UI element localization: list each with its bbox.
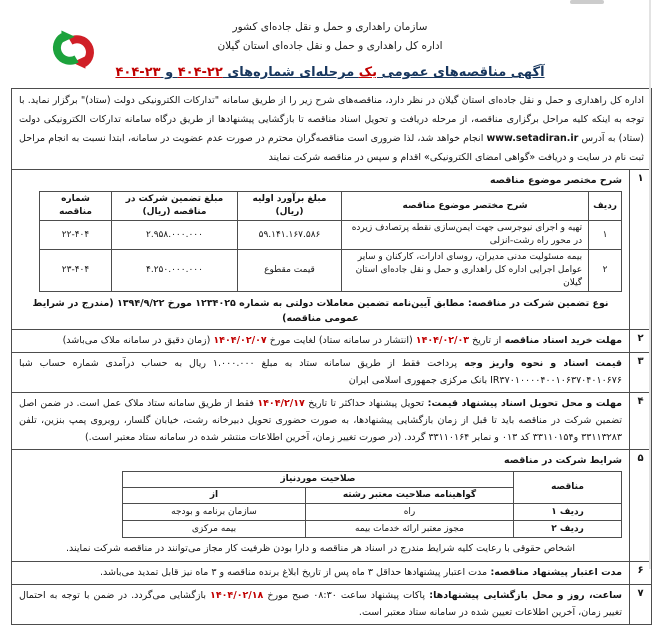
section-6-text: مدت اعتبار پیشنهاد مناقصه: مدت اعتبار پیشنهادها حداقل ۳ ماه پس از تاریخ ابلاغ برنده مناقصه و ۳ ماه نیز قابل تمدید می‌باشد.	[99, 567, 622, 578]
org-name-province: اداره کل راهداری و حمل و نقل جاده‌ای استان گیلان	[217, 40, 443, 52]
col-description: شرح مختصر موضوع مناقصه	[342, 192, 589, 221]
section-number: ۲	[629, 330, 651, 352]
intro-paragraph: اداره کل راهداری و حمل و نقل جاده‌ای استان گیلان در نظر دارد، مناقصه‌های شرح زیر را از طریق سامانه "تدارکات الکترونیکی دولت (ستاد)" برگزار نماید. با توجه به اینکه کلیه مراحل برگزاری مناقصه، از مرحله دریافت و تحویل اسناد مناقصه تا بازگشایی پیشنهادها از طریق درگاه سامانه تدارکات الکترونیکی دولت (ستاد) به آدرس www.setadiran.ir انجام خواهد شد، لذا ضروری است مناقصه‌گران محترم در صورت عدم عضویت در سامانه، ابتدا نسبت به انجام مراحل ثبت نام در سایت و دریافت «گواهی امضای الکترونیکی» اقدام و سپس در مناقصه شرکت نمایند	[11, 88, 652, 170]
tender-estimate: قیمت مقطوع	[238, 250, 342, 292]
table-row	[40, 221, 622, 250]
qualification-tender: ردیف ۱	[514, 504, 622, 521]
guarantee-type-note: نوع تضمین شرکت در مناقصه: مطابق آیین‌نامه تضمین معاملات دولتی به شماره ۱۲۳۴۰۲۵ مورخ ۱۳۹۴/۹/۲۲ (مندرج در شرایط عمومی مناقصه)	[32, 298, 609, 324]
col-tender: مناقصه	[514, 472, 622, 504]
section-4-text: مهلت و محل تحویل اسناد پیشنهاد قیمت: تحویل پیشنهاد حداکثر تا تاریخ ۱۴۰۴/۲/۱۷ فقط از طریق سامانه ستاد ملاک عمل است. در ضمن اصل تضمین شرکت در مناقصه باید تا قبل از زمان بازگشایی پیشنهادها، به صورت حضوری تحویل دبیرخانه رشت، خیابان گلسار، روبروی پمپ بنزین، تلفن ۳۳۱۱۳۲۸۳ و۳۳۱۱۰۱۵۴ کد ۰۱۳ و نمابر ۳۳۱۱۰۱۶۴ گردد. (در صورت تغییر زمان، آخرین اطلاعات منتشر شده در سامانه ستاد معتبر است.)	[19, 398, 623, 443]
qualification-header-row	[123, 472, 622, 488]
table-row	[123, 504, 622, 521]
section-row-5	[12, 449, 651, 561]
page-title: آگهی مناقصه‌های عمومی یک مرحله‌ای شماره‌های ۲۲-۴۰۴ و ۲۳-۴۰۴	[115, 65, 545, 80]
road-transport-org-logo-icon	[44, 26, 102, 74]
section-row-7	[12, 584, 651, 624]
notice-sections	[11, 170, 652, 625]
table-row	[123, 521, 622, 538]
tender-description: بیمه مسئولیت مدنی مدیران، روسای ادارات، کارکنان و سایر عوامل اجرایی اداره کل راهداری و حمل و نقل جاده‌ای استان گیلان	[342, 250, 589, 292]
section-number: ۳	[629, 353, 651, 392]
section-row-6	[12, 561, 651, 584]
tender-number: ۲۳-۴۰۴	[40, 250, 112, 292]
col-certificate: گواهینامه صلاحیت معتبر رشته	[306, 488, 514, 504]
org-name-country: سازمان راهداری و حمل و نقل جاده‌ای کشور	[232, 21, 428, 33]
col-guarantee: مبلغ تضمین شرکت در مناقصه (ریال)	[112, 192, 238, 221]
scrollbar-thumb[interactable]	[570, 0, 604, 4]
section-3-text: قیمت اسناد و نحوه واریز وجه پرداخت فقط از طریق سامانه ستاد به مبلغ ۱.۰۰۰.۰۰۰ ریال به حساب درآمدی شماره حساب شبا IR۳۷۰۱۰۰۰۰۴۰۰۱۰۶۳۷۰۴۰۱۰۶۷۶ بانک مرکزی جمهوری اسلامی ایران	[19, 358, 622, 386]
section-number: ۵	[629, 450, 651, 561]
col-issuer: از	[123, 488, 306, 504]
row-number: ۲	[589, 250, 622, 292]
section-7-text: ساعت، روز و محل بازگشایی پیشنهادها: پاکات پیشنهاد ساعت ۰۸:۳۰ صبح مورخ ۱۴۰۴/۰۲/۱۸ بازگشایی می‌گردد. در ضمن با توجه به احتمال تغییر زمان، آخرین اطلاعات تعیین شده در سامانه ستاد معتبر است.	[19, 590, 623, 618]
tender-guarantee: ۲.۹۵۸.۰۰۰.۰۰۰	[112, 221, 238, 250]
legal-entities-note: اشخاص حقوقی با رعایت کلیه شرایط مندرج در اسناد هر مناقصه و دارا بودن ظرفیت کار مجاز می‌توانند در مناقصه شرکت نمایند.	[66, 543, 575, 554]
col-tender-number: شماره مناقصه	[40, 192, 112, 221]
section-row-3	[12, 352, 651, 392]
qualification-issuer: بیمه مرکزی	[123, 521, 306, 538]
section-number: ۴	[629, 393, 651, 449]
section-row-1	[12, 170, 651, 329]
tenders-table	[39, 191, 622, 292]
section-2-text: مهلت خرید اسناد مناقصه از تاریخ ۱۴۰۴/۰۲/۰۳ (انتشار در سامانه ستاد) لغایت مورخ ۱۴۰۴/۰۲/۰۷ (زمان دقیق در سامانه ملاک می‌باشد)	[62, 335, 622, 346]
col-qualification-group: صلاحیت موردنیاز	[123, 472, 514, 488]
qualification-table	[122, 471, 622, 538]
section-row-2	[12, 329, 651, 352]
table-row	[40, 250, 622, 292]
tender-guarantee: ۴.۲۵۰.۰۰۰.۰۰۰	[112, 250, 238, 292]
window-right-edge	[649, 0, 651, 569]
section-number: ۷	[629, 585, 651, 624]
col-estimate: مبلغ برآورد اولیه (ریال)	[238, 192, 342, 221]
row-number: ۱	[589, 221, 622, 250]
section-row-4	[12, 392, 651, 449]
qualification-certificate: مجوز معتبر ارائه خدمات بیمه	[306, 521, 514, 538]
qualification-certificate: راه	[306, 504, 514, 521]
col-row-number: ردیف	[589, 192, 622, 221]
tender-number: ۲۲-۴۰۴	[40, 221, 112, 250]
tender-estimate: ۵۹.۱۴۱.۱۶۷.۵۸۶	[238, 221, 342, 250]
notice-body	[11, 88, 652, 625]
section-1-heading: شرح مختصر موضوع مناقصه	[489, 175, 622, 186]
section-number: ۶	[629, 562, 651, 584]
tenders-table-header-row	[40, 192, 622, 221]
qualification-issuer: سازمان برنامه و بودجه	[123, 504, 306, 521]
tender-description: تهیه و اجرای نیوجرسی جهت ایمن‌سازی نقطه پرتصادف زیرده در محور راه رشت-انزلی	[342, 221, 589, 250]
qualification-tender: ردیف ۲	[514, 521, 622, 538]
section-5-heading: شرایط شرکت در مناقصه	[503, 455, 622, 466]
section-number: ۱	[629, 170, 651, 329]
